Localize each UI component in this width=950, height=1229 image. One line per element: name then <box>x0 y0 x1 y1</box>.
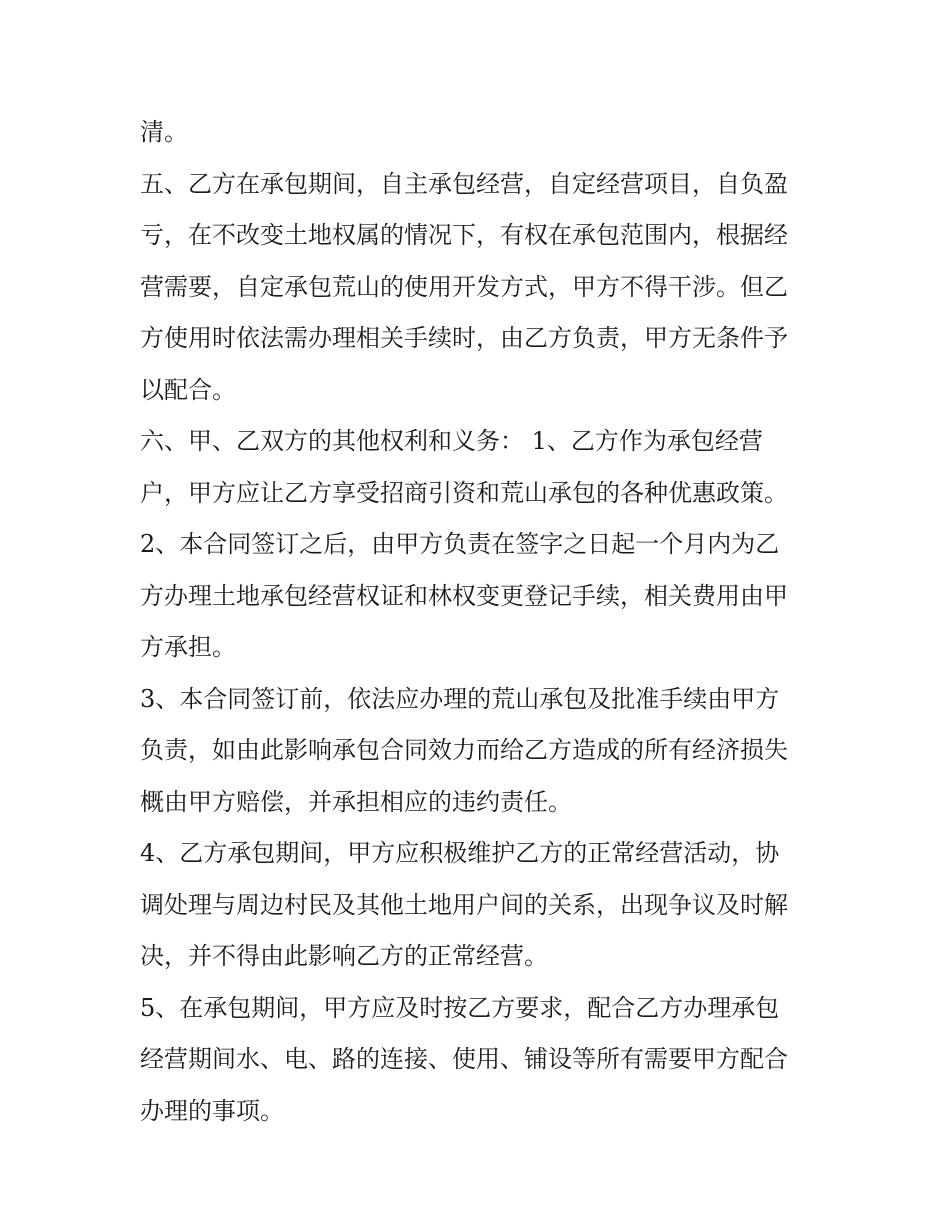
text-line: 户，甲方应让乙方享受招商引资和荒山承包的各种优惠政策。 <box>140 478 788 507</box>
text-line: 方承担。 <box>140 633 236 661</box>
text-line: 营需要，自定承包荒山的使用开发方式，甲方不得干涉。但乙 <box>140 272 788 301</box>
text-line: 负责，如由此影响承包合同效力而给乙方造成的所有经济损失 <box>140 736 788 764</box>
text-line: 3、本合同签订前，依法应办理的荒山承包及批准手续由甲方 <box>140 684 780 713</box>
text-line: 5、在承包期间，甲方应及时按乙方要求，配合乙方办理承包 <box>140 993 780 1022</box>
text-line: 以配合。 <box>140 375 236 404</box>
text-line: 亏，在不改变土地权属的情况下，有权在承包范围内，根据经 <box>140 221 788 249</box>
text-line: 方使用时依法需办理相关手续时，由乙方负责，甲方无条件予 <box>140 324 788 352</box>
document-body <box>140 107 820 1137</box>
text-line: 2、本合同签订之后，由甲方负责在签字之日起一个月内为乙 <box>140 530 780 558</box>
text-line: 方办理土地承包经营权证和林权变更登记手续，相关费用由甲 <box>140 581 788 610</box>
text-line: 六、甲、乙双方的其他权利和义务： 1、乙方作为承包经营 <box>140 427 763 455</box>
text-line: 4、乙方承包期间，甲方应积极维护乙方的正常经营活动，协 <box>140 839 780 867</box>
text-line: 经营期间水、电、路的连接、使用、铺设等所有需要甲方配合 <box>140 1045 788 1073</box>
text-line: 概由甲方赔偿，并承担相应的违约责任。 <box>140 787 572 816</box>
text-line: 清。 <box>140 118 188 146</box>
text-line: 五、乙方在承包期间，自主承包经营，自定经营项目，自负盈 <box>140 169 788 198</box>
text-line: 决，并不得由此影响乙方的正常经营。 <box>140 942 548 970</box>
text-line: 调处理与周边村民及其他土地用户间的关系，出现争议及时解 <box>140 890 788 919</box>
text-line: 办理的事项。 <box>140 1096 284 1125</box>
